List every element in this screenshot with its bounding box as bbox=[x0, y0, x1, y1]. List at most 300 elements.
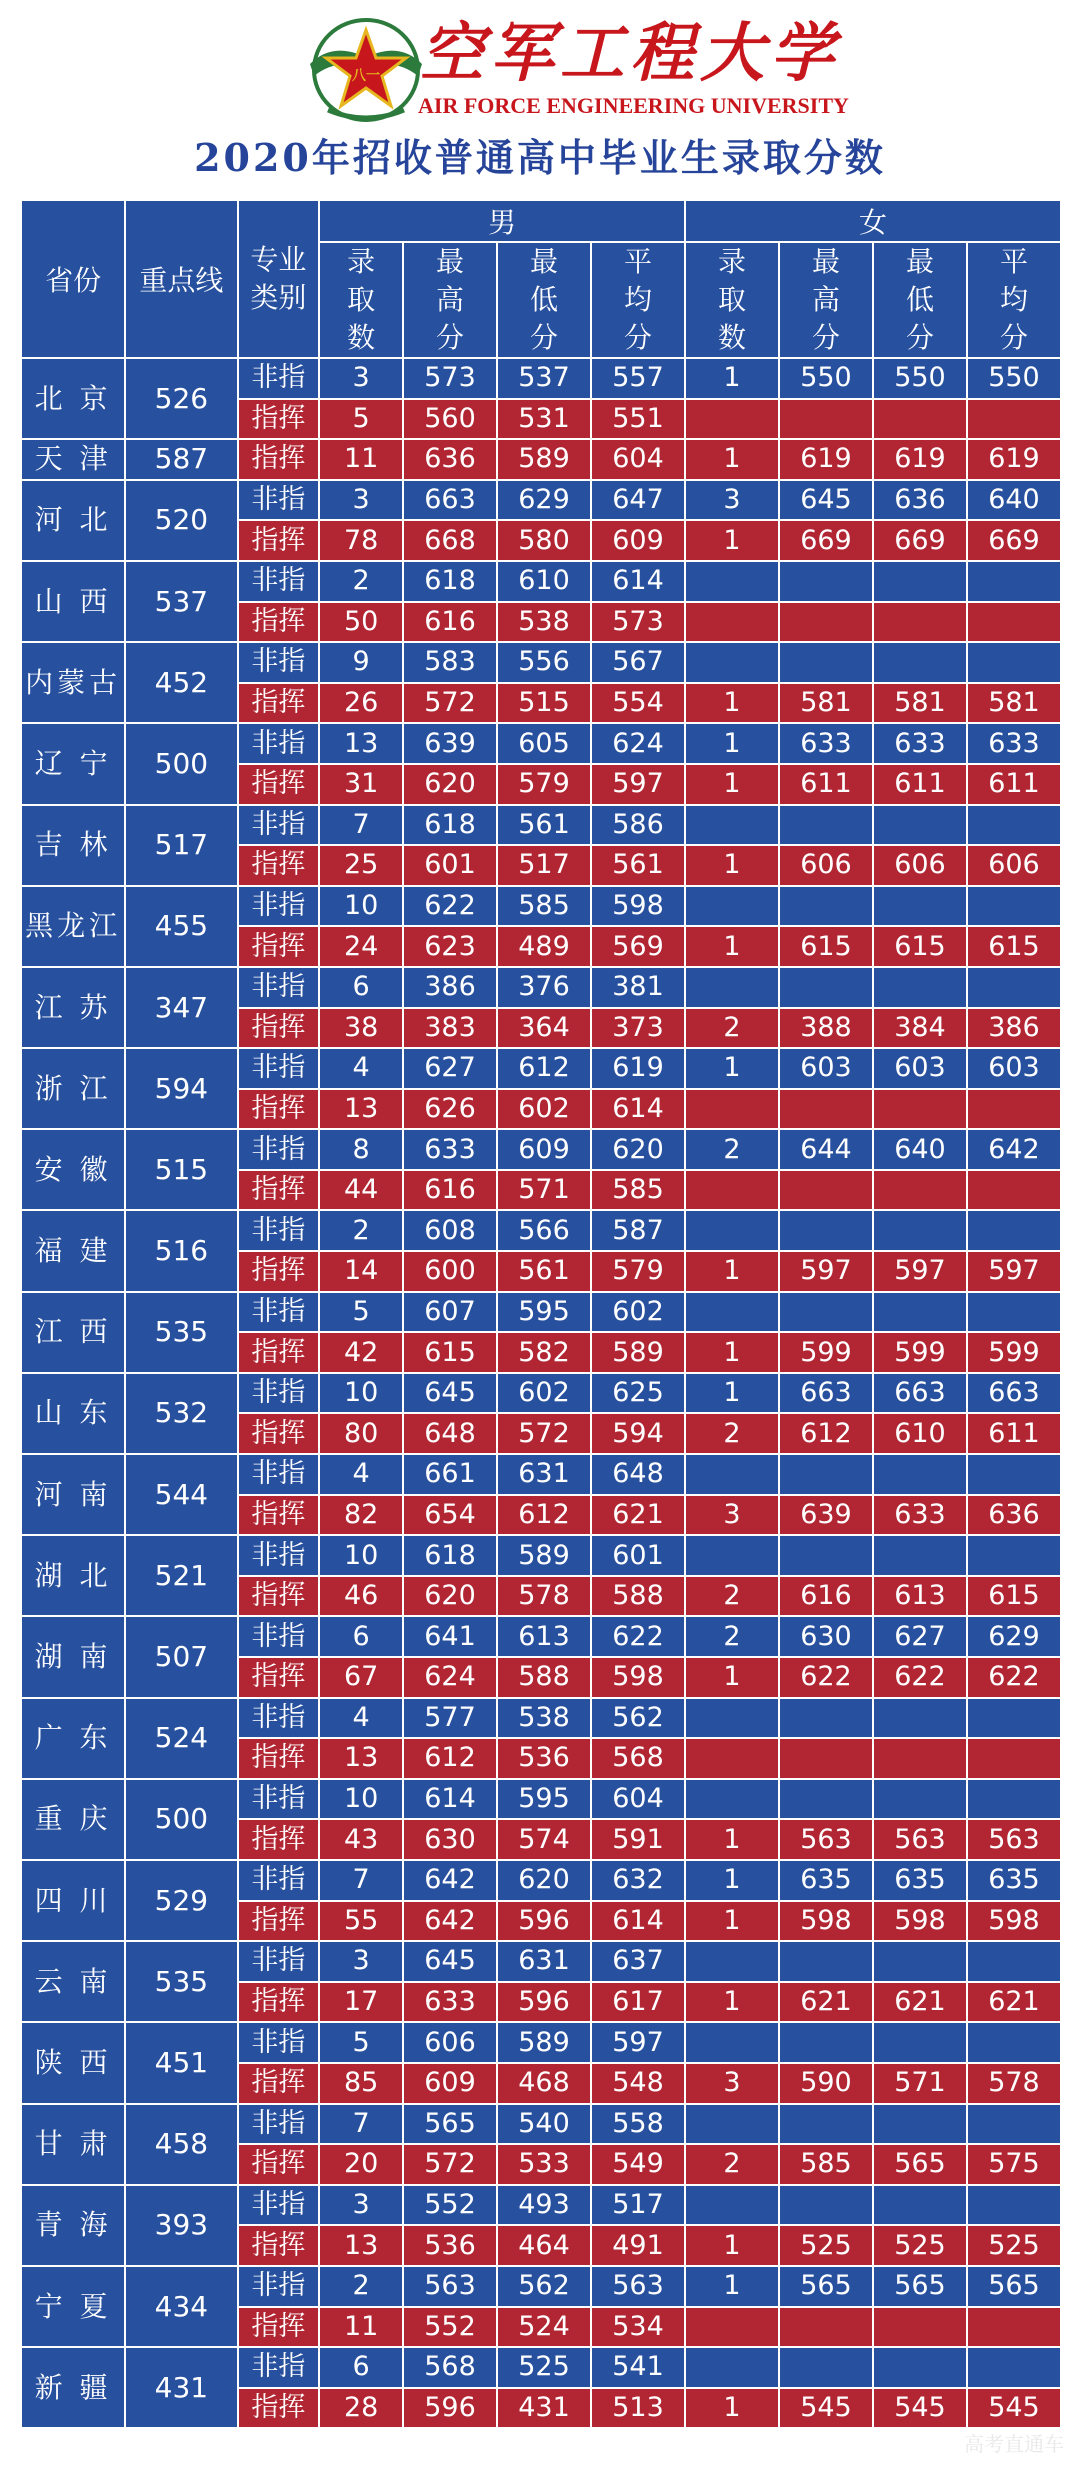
key-line-cell: 347 bbox=[125, 967, 237, 1048]
male-min: 566 bbox=[497, 1210, 591, 1251]
male-avg: 637 bbox=[591, 1941, 685, 1982]
male-max: 577 bbox=[403, 1698, 497, 1739]
male-avg: 597 bbox=[591, 2022, 685, 2063]
male-avg: 563 bbox=[591, 2266, 685, 2307]
male-admitted: 4 bbox=[319, 1048, 403, 1089]
male-admitted: 67 bbox=[319, 1657, 403, 1698]
key-line-cell: 458 bbox=[125, 2104, 237, 2185]
female-avg bbox=[967, 1779, 1061, 1820]
key-line-cell: 393 bbox=[125, 2185, 237, 2266]
female-max: 621 bbox=[779, 1982, 873, 2023]
female-max bbox=[779, 1454, 873, 1495]
female-max: 622 bbox=[779, 1657, 873, 1698]
category-cell: 指挥 bbox=[238, 1251, 320, 1292]
male-admitted: 3 bbox=[319, 480, 403, 521]
male-max: 620 bbox=[403, 1576, 497, 1617]
female-min: 622 bbox=[873, 1657, 967, 1698]
male-min: 613 bbox=[497, 1616, 591, 1657]
male-min: 515 bbox=[497, 683, 591, 724]
female-min: 633 bbox=[873, 723, 967, 764]
male-min: 493 bbox=[497, 2185, 591, 2226]
female-admitted: 1 bbox=[685, 683, 779, 724]
key-line-cell: 434 bbox=[125, 2266, 237, 2347]
male-avg: 551 bbox=[591, 399, 685, 440]
female-avg bbox=[967, 2185, 1061, 2226]
male-avg: 604 bbox=[591, 1779, 685, 1820]
table-row bbox=[21, 886, 1061, 927]
key-line-cell: 535 bbox=[125, 1941, 237, 2022]
female-admitted bbox=[685, 399, 779, 440]
male-avg: 622 bbox=[591, 1616, 685, 1657]
male-max: 607 bbox=[403, 1292, 497, 1333]
male-min: 431 bbox=[497, 2388, 591, 2429]
male-min: 602 bbox=[497, 1089, 591, 1130]
female-admitted bbox=[685, 2022, 779, 2063]
category-cell: 非指 bbox=[238, 1048, 320, 1089]
male-max: 645 bbox=[403, 1941, 497, 1982]
male-max: 630 bbox=[403, 1819, 497, 1860]
female-admitted: 1 bbox=[685, 520, 779, 561]
female-min bbox=[873, 1941, 967, 1982]
category-cell: 非指 bbox=[238, 1535, 320, 1576]
category-cell: 指挥 bbox=[238, 1657, 320, 1698]
male-min: 585 bbox=[497, 886, 591, 927]
male-admitted: 7 bbox=[319, 805, 403, 846]
male-min: 572 bbox=[497, 1413, 591, 1454]
female-max: 645 bbox=[779, 480, 873, 521]
category-cell: 指挥 bbox=[238, 399, 320, 440]
male-min: 540 bbox=[497, 2104, 591, 2145]
female-admitted bbox=[685, 561, 779, 602]
male-avg: 601 bbox=[591, 1535, 685, 1576]
female-min bbox=[873, 1292, 967, 1333]
female-max: 525 bbox=[779, 2225, 873, 2266]
category-cell: 指挥 bbox=[238, 439, 320, 480]
male-admitted: 28 bbox=[319, 2388, 403, 2429]
header-male-min: 最 低 分 bbox=[497, 242, 591, 358]
male-admitted: 50 bbox=[319, 602, 403, 643]
table-header bbox=[21, 200, 1061, 358]
key-line-cell: 516 bbox=[125, 1210, 237, 1291]
female-admitted: 2 bbox=[685, 1413, 779, 1454]
male-admitted: 10 bbox=[319, 1779, 403, 1820]
female-min: 565 bbox=[873, 2266, 967, 2307]
female-min: 615 bbox=[873, 926, 967, 967]
province-cell: 吉 林 bbox=[21, 805, 125, 886]
male-max: 572 bbox=[403, 683, 497, 724]
female-avg bbox=[967, 2022, 1061, 2063]
female-max bbox=[779, 399, 873, 440]
key-line-cell: 517 bbox=[125, 805, 237, 886]
female-max: 581 bbox=[779, 683, 873, 724]
male-min: 605 bbox=[497, 723, 591, 764]
male-max: 612 bbox=[403, 1738, 497, 1779]
female-max: 563 bbox=[779, 1819, 873, 1860]
male-min: 562 bbox=[497, 2266, 591, 2307]
female-min: 384 bbox=[873, 1008, 967, 1049]
female-avg bbox=[967, 1292, 1061, 1333]
male-min: 620 bbox=[497, 1860, 591, 1901]
female-avg: 633 bbox=[967, 723, 1061, 764]
female-admitted: 1 bbox=[685, 1982, 779, 2023]
header-female-admitted: 录 取 数 bbox=[685, 242, 779, 358]
female-min bbox=[873, 642, 967, 683]
female-max bbox=[779, 886, 873, 927]
female-avg: 550 bbox=[967, 358, 1061, 399]
female-min: 610 bbox=[873, 1413, 967, 1454]
province-cell: 陕 西 bbox=[21, 2022, 125, 2103]
province-cell: 福 建 bbox=[21, 1210, 125, 1291]
male-admitted: 11 bbox=[319, 2307, 403, 2348]
female-admitted: 1 bbox=[685, 439, 779, 480]
female-min: 669 bbox=[873, 520, 967, 561]
male-min: 538 bbox=[497, 1698, 591, 1739]
female-admitted: 1 bbox=[685, 764, 779, 805]
key-line-cell: 455 bbox=[125, 886, 237, 967]
male-avg: 569 bbox=[591, 926, 685, 967]
female-min bbox=[873, 1089, 967, 1130]
female-admitted bbox=[685, 1170, 779, 1211]
province-cell: 宁 夏 bbox=[21, 2266, 125, 2347]
school-name-cn: 空军工程大学 bbox=[420, 16, 840, 91]
male-max: 641 bbox=[403, 1616, 497, 1657]
male-max: 624 bbox=[403, 1657, 497, 1698]
male-avg: 579 bbox=[591, 1251, 685, 1292]
category-cell: 非指 bbox=[238, 1292, 320, 1333]
key-line-cell: 520 bbox=[125, 480, 237, 561]
category-cell: 指挥 bbox=[238, 2307, 320, 2348]
female-max bbox=[779, 1210, 873, 1251]
female-max bbox=[779, 1738, 873, 1779]
male-avg: 614 bbox=[591, 1089, 685, 1130]
female-admitted: 1 bbox=[685, 2225, 779, 2266]
female-avg: 663 bbox=[967, 1373, 1061, 1414]
female-avg: 598 bbox=[967, 1901, 1061, 1942]
male-admitted: 26 bbox=[319, 683, 403, 724]
watermark: 高考直通车 bbox=[964, 2432, 1064, 2456]
male-admitted: 2 bbox=[319, 2266, 403, 2307]
female-avg: 629 bbox=[967, 1616, 1061, 1657]
key-line-cell: 515 bbox=[125, 1129, 237, 1210]
female-max: 612 bbox=[779, 1413, 873, 1454]
male-max: 636 bbox=[403, 439, 497, 480]
male-min: 561 bbox=[497, 1251, 591, 1292]
female-admitted: 1 bbox=[685, 1819, 779, 1860]
female-max: 585 bbox=[779, 2144, 873, 2185]
female-min: 565 bbox=[873, 2144, 967, 2185]
male-max: 648 bbox=[403, 1413, 497, 1454]
female-max bbox=[779, 805, 873, 846]
female-avg bbox=[967, 602, 1061, 643]
male-avg: 491 bbox=[591, 2225, 685, 2266]
male-avg: 591 bbox=[591, 1819, 685, 1860]
male-max: 633 bbox=[403, 1129, 497, 1170]
female-avg: 578 bbox=[967, 2063, 1061, 2104]
male-min: 582 bbox=[497, 1332, 591, 1373]
male-admitted: 25 bbox=[319, 845, 403, 886]
male-admitted: 2 bbox=[319, 561, 403, 602]
male-admitted: 9 bbox=[319, 642, 403, 683]
province-cell: 云 南 bbox=[21, 1941, 125, 2022]
category-cell: 指挥 bbox=[238, 1901, 320, 1942]
province-cell: 甘 肃 bbox=[21, 2104, 125, 2185]
female-max bbox=[779, 1292, 873, 1333]
male-avg: 594 bbox=[591, 1413, 685, 1454]
female-min bbox=[873, 561, 967, 602]
female-min bbox=[873, 886, 967, 927]
province-cell: 重 庆 bbox=[21, 1779, 125, 1860]
male-min: 595 bbox=[497, 1292, 591, 1333]
male-max: 386 bbox=[403, 967, 497, 1008]
table-row bbox=[21, 1454, 1061, 1495]
category-cell: 非指 bbox=[238, 886, 320, 927]
male-avg: 632 bbox=[591, 1860, 685, 1901]
female-admitted bbox=[685, 2347, 779, 2388]
female-max: 598 bbox=[779, 1901, 873, 1942]
school-name-en: AIR FORCE ENGINEERING UNIVERSITY bbox=[418, 93, 849, 118]
male-admitted: 82 bbox=[319, 1495, 403, 1536]
male-avg: 517 bbox=[591, 2185, 685, 2226]
female-avg bbox=[967, 1089, 1061, 1130]
female-min: 633 bbox=[873, 1495, 967, 1536]
male-max: 663 bbox=[403, 480, 497, 521]
female-max: 633 bbox=[779, 723, 873, 764]
male-avg: 614 bbox=[591, 561, 685, 602]
male-avg: 513 bbox=[591, 2388, 685, 2429]
male-max: 639 bbox=[403, 723, 497, 764]
female-min: 619 bbox=[873, 439, 967, 480]
category-cell: 指挥 bbox=[238, 2225, 320, 2266]
male-admitted: 10 bbox=[319, 886, 403, 927]
female-avg bbox=[967, 805, 1061, 846]
female-min bbox=[873, 2104, 967, 2145]
female-admitted: 1 bbox=[685, 926, 779, 967]
male-max: 616 bbox=[403, 602, 497, 643]
male-min: 589 bbox=[497, 2022, 591, 2063]
female-avg: 565 bbox=[967, 2266, 1061, 2307]
province-cell: 江 西 bbox=[21, 1292, 125, 1373]
table-row bbox=[21, 2347, 1061, 2388]
male-max: 568 bbox=[403, 2347, 497, 2388]
male-max: 606 bbox=[403, 2022, 497, 2063]
male-max: 622 bbox=[403, 886, 497, 927]
female-max: 606 bbox=[779, 845, 873, 886]
female-min: 599 bbox=[873, 1332, 967, 1373]
female-avg: 597 bbox=[967, 1251, 1061, 1292]
table-row bbox=[21, 2104, 1061, 2145]
female-avg: 635 bbox=[967, 1860, 1061, 1901]
header-female-max: 最 高 分 bbox=[779, 242, 873, 358]
female-min: 627 bbox=[873, 1616, 967, 1657]
male-min: 595 bbox=[497, 1779, 591, 1820]
male-max: 563 bbox=[403, 2266, 497, 2307]
category-cell: 非指 bbox=[238, 2022, 320, 2063]
male-avg: 614 bbox=[591, 1901, 685, 1942]
female-avg: 575 bbox=[967, 2144, 1061, 2185]
male-avg: 588 bbox=[591, 1576, 685, 1617]
male-admitted: 31 bbox=[319, 764, 403, 805]
male-avg: 621 bbox=[591, 1495, 685, 1536]
province-cell: 内蒙古 bbox=[21, 642, 125, 723]
table-row bbox=[21, 805, 1061, 846]
female-min bbox=[873, 2307, 967, 2348]
male-max: 642 bbox=[403, 1901, 497, 1942]
category-cell: 指挥 bbox=[238, 1170, 320, 1211]
key-line-cell: 526 bbox=[125, 358, 237, 439]
key-line-cell: 544 bbox=[125, 1454, 237, 1535]
female-admitted bbox=[685, 2307, 779, 2348]
female-admitted: 1 bbox=[685, 723, 779, 764]
female-admitted bbox=[685, 602, 779, 643]
male-avg: 567 bbox=[591, 642, 685, 683]
province-cell: 山 西 bbox=[21, 561, 125, 642]
male-avg: 557 bbox=[591, 358, 685, 399]
male-min: 589 bbox=[497, 439, 591, 480]
category-cell: 指挥 bbox=[238, 1008, 320, 1049]
province-cell: 湖 南 bbox=[21, 1616, 125, 1697]
female-admitted: 1 bbox=[685, 1373, 779, 1414]
male-avg: 381 bbox=[591, 967, 685, 1008]
female-admitted: 1 bbox=[685, 1251, 779, 1292]
male-admitted: 10 bbox=[319, 1373, 403, 1414]
male-max: 608 bbox=[403, 1210, 497, 1251]
male-admitted: 85 bbox=[319, 2063, 403, 2104]
female-admitted: 3 bbox=[685, 1495, 779, 1536]
svg-text:八一: 八一 bbox=[352, 68, 380, 84]
male-max: 623 bbox=[403, 926, 497, 967]
header-male-avg: 平 均 分 bbox=[591, 242, 685, 358]
female-min: 563 bbox=[873, 1819, 967, 1860]
female-min bbox=[873, 1210, 967, 1251]
category-cell: 非指 bbox=[238, 358, 320, 399]
male-max: 620 bbox=[403, 764, 497, 805]
table-row bbox=[21, 2022, 1061, 2063]
male-min: 556 bbox=[497, 642, 591, 683]
female-avg: 615 bbox=[967, 926, 1061, 967]
category-cell: 指挥 bbox=[238, 1576, 320, 1617]
female-admitted: 1 bbox=[685, 845, 779, 886]
female-max: 611 bbox=[779, 764, 873, 805]
female-min bbox=[873, 1535, 967, 1576]
male-min: 525 bbox=[497, 2347, 591, 2388]
female-admitted bbox=[685, 1738, 779, 1779]
female-avg: 599 bbox=[967, 1332, 1061, 1373]
male-max: 615 bbox=[403, 1332, 497, 1373]
male-max: 654 bbox=[403, 1495, 497, 1536]
female-min: 525 bbox=[873, 2225, 967, 2266]
male-admitted: 4 bbox=[319, 1698, 403, 1739]
male-max: 668 bbox=[403, 520, 497, 561]
key-line-cell: 587 bbox=[125, 439, 237, 480]
female-avg: 606 bbox=[967, 845, 1061, 886]
province-cell: 四 川 bbox=[21, 1860, 125, 1941]
male-min: 517 bbox=[497, 845, 591, 886]
male-max: 601 bbox=[403, 845, 497, 886]
category-cell: 非指 bbox=[238, 1698, 320, 1739]
female-min bbox=[873, 2022, 967, 2063]
female-min bbox=[873, 1698, 967, 1739]
table-body bbox=[21, 358, 1061, 2428]
male-min: 376 bbox=[497, 967, 591, 1008]
category-cell: 非指 bbox=[238, 2104, 320, 2145]
female-avg bbox=[967, 886, 1061, 927]
category-cell: 非指 bbox=[238, 2347, 320, 2388]
male-admitted: 7 bbox=[319, 1860, 403, 1901]
male-admitted: 6 bbox=[319, 1616, 403, 1657]
male-max: 633 bbox=[403, 1982, 497, 2023]
male-admitted: 5 bbox=[319, 399, 403, 440]
header-male: 男 bbox=[319, 200, 685, 242]
table-row bbox=[21, 2185, 1061, 2226]
female-max: 550 bbox=[779, 358, 873, 399]
female-admitted bbox=[685, 1779, 779, 1820]
female-avg: 603 bbox=[967, 1048, 1061, 1089]
key-line-cell: 521 bbox=[125, 1535, 237, 1616]
female-admitted bbox=[685, 1698, 779, 1739]
table-row bbox=[21, 1129, 1061, 1170]
female-avg bbox=[967, 1454, 1061, 1495]
female-avg: 615 bbox=[967, 1576, 1061, 1617]
key-line-cell: 524 bbox=[125, 1698, 237, 1779]
male-min: 533 bbox=[497, 2144, 591, 2185]
table-row bbox=[21, 1779, 1061, 1820]
key-line-cell: 532 bbox=[125, 1373, 237, 1454]
table-row bbox=[21, 358, 1061, 399]
category-cell: 非指 bbox=[238, 2266, 320, 2307]
category-cell: 非指 bbox=[238, 805, 320, 846]
admission-score-table bbox=[20, 199, 1062, 2429]
female-admitted: 1 bbox=[685, 1657, 779, 1698]
male-admitted: 4 bbox=[319, 1454, 403, 1495]
province-cell: 广 东 bbox=[21, 1698, 125, 1779]
table-row bbox=[21, 723, 1061, 764]
key-line-cell: 529 bbox=[125, 1860, 237, 1941]
male-min: 596 bbox=[497, 1982, 591, 2023]
male-max: 614 bbox=[403, 1779, 497, 1820]
male-avg: 373 bbox=[591, 1008, 685, 1049]
male-min: 602 bbox=[497, 1373, 591, 1414]
male-avg: 562 bbox=[591, 1698, 685, 1739]
male-max: 596 bbox=[403, 2388, 497, 2429]
female-admitted: 2 bbox=[685, 1576, 779, 1617]
male-max: 583 bbox=[403, 642, 497, 683]
male-avg: 586 bbox=[591, 805, 685, 846]
female-avg: 611 bbox=[967, 1413, 1061, 1454]
female-min bbox=[873, 602, 967, 643]
male-min: 609 bbox=[497, 1129, 591, 1170]
male-admitted: 38 bbox=[319, 1008, 403, 1049]
female-admitted bbox=[685, 1292, 779, 1333]
male-max: 642 bbox=[403, 1860, 497, 1901]
table-row bbox=[21, 1941, 1061, 1982]
female-avg bbox=[967, 642, 1061, 683]
header-male-max: 最 高 分 bbox=[403, 242, 497, 358]
header-female-min: 最 低 分 bbox=[873, 242, 967, 358]
male-max: 600 bbox=[403, 1251, 497, 1292]
male-avg: 617 bbox=[591, 1982, 685, 2023]
header bbox=[0, 0, 1080, 196]
female-admitted bbox=[685, 805, 779, 846]
female-admitted: 3 bbox=[685, 2063, 779, 2104]
key-line-cell: 431 bbox=[125, 2347, 237, 2428]
male-admitted: 13 bbox=[319, 1738, 403, 1779]
table-row bbox=[21, 1616, 1061, 1657]
female-max: 590 bbox=[779, 2063, 873, 2104]
province-cell: 山 东 bbox=[21, 1373, 125, 1454]
male-avg: 573 bbox=[591, 602, 685, 643]
province-cell: 北 京 bbox=[21, 358, 125, 439]
male-min: 578 bbox=[497, 1576, 591, 1617]
